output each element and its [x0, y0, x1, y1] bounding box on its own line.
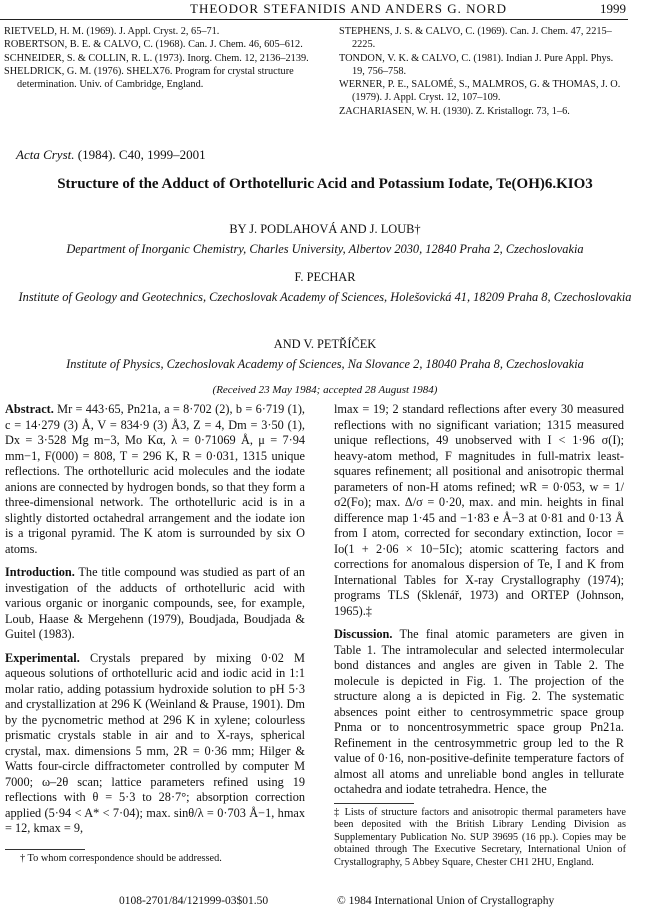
abstract-text: Mr = 443·65, Pn21a, a = 8·702 (2), b = 6·719 (1), c = 14·279 (3) Å, V = 834·9 (3) Å3, Z = 4, Dm = 3·50 (1), Dx = 3·528 Mg m−3, Mo Kα, λ = 0·71069 Å, μ = 7·94 mm−1, F(000) = 808, T = 296 K, R = 0·031, 1315 unique reflections. The orthotelluric acid molecules and the iodate anions are connected by hydrogen bonds, so that they form a three-dimensional network. The orthotelluric acid is in a slightly distorted octahedral arrangement and the iodate ion is a trigonal pyramid. The K atom is surrounded by six O atoms. — [5, 402, 305, 556]
authors-line-1: BY J. PODLAHOVÁ AND J. LOUB† — [229, 222, 421, 236]
reference-entry: WERNER, P. E., SALOMÉ, S., MALMROS, G. & THOMAS, J. O. (1979). J. Appl. Cryst. 12, 107–109. — [339, 79, 621, 104]
received-dates: (Received 23 May 1984; accepted 28 August 1984) — [212, 384, 438, 396]
issn-price: 0108-2701/84/121999-03$01.50 — [119, 895, 269, 907]
discussion-text: The final atomic parameters are given in Table 1. The intramolecular and selected intermolecular bond distances and angles are given in Table 2. The molecule is depicted in Fig. 1. The projection of the structure along a is depicted in Fig. 2. The systematic absences point either to centrosymmetric space group Pnma or to noncentrosymmetric space group Pn21a. Refinement in the centrosymmetric group led to the R value of 0·16, non-positive-definite temperature factors of almost all atoms and unreliable bond angles in tellurate octahedra and iodate tetrahedra. Hence, the — [334, 627, 624, 796]
footnote-correspondence: † To whom correspondence should be addressed. — [20, 853, 222, 864]
references-left — [4, 25, 310, 91]
running-header — [0, 0, 650, 18]
references-right — [339, 25, 627, 118]
running-title: THEODOR STEFANIDIS AND ANDERS G. NORD — [190, 1, 507, 16]
discussion-paragraph — [334, 627, 624, 798]
affiliation-2: Institute of Geology and Geotechnics, Czechoslovak Academy of Sciences, Holešovická 41, 18209 Praha 8, Czechoslovakia — [18, 290, 632, 304]
discussion-heading: Discussion. — [334, 627, 393, 641]
reference-entry: SHELDRICK, G. M. (1976). SHELX76. Program for crystal structure determination. Univ. of Cambridge, England. — [4, 65, 294, 91]
experimental-paragraph — [5, 651, 305, 837]
citation-volume: (1984). C40, 1999–2001 — [74, 147, 206, 162]
authors-line-3: AND V. PETŘÍČEK — [273, 337, 377, 351]
introduction-heading: Introduction. — [5, 565, 75, 579]
abstract-paragraph — [5, 402, 305, 557]
footnote-rule-left — [5, 849, 85, 850]
abstract-heading: Abstract. — [5, 402, 54, 416]
article-title: Structure of the Adduct of Orthotelluric Acid and Potassium Iodate, Te(OH)6.KIO3 — [57, 176, 593, 192]
page-number: 1999 — [600, 1, 626, 16]
reference-entry: TONDON, V. K. & CALVO, C. (1981). Indian J. Pure Appl. Phys. 19, 756–758. — [339, 52, 614, 77]
header-rule — [0, 19, 628, 20]
footnote-rule-right — [334, 803, 414, 804]
journal-name: Acta Cryst. — [16, 147, 75, 162]
reference-entry: STEPHENS, J. S. & CALVO, C. (1969). Can. J. Chem. 47, 2215–2225. — [339, 26, 612, 51]
column-left — [5, 402, 305, 837]
affiliation-3: Institute of Physics, Czechoslovak Academy of Sciences, Na Slovance 2, 18040 Praha 8, Czechoslovakia — [66, 357, 584, 371]
footnote-deposit: ‡ Lists of structure factors and anisotropic thermal parameters have been deposited with the British Library Lending Division as Supplementary Publication No. SUP 39695 (16 pp.). Copies may be obtained through The Executive Secretary, International Union of Crystallography, 5 Abbey Square, Chester CH1 2HU, England. — [334, 807, 626, 868]
reference-entry: RIETVELD, H. M. (1969). J. Appl. Cryst. 2, 65–71. — [4, 26, 220, 37]
reference-entry: ZACHARIASEN, W. H. (1930). Z. Kristallogr. 73, 1–6. — [339, 105, 570, 117]
introduction-text: The title compound was studied as part of an investigation of the adducts of orthotelluric acid with various organic or inorganic compounds, see, for example, Loub, Haase & Mergehenn (1979), Boudjada, Boudjada & Guitel (1983). — [5, 565, 305, 641]
column-right — [334, 402, 624, 798]
experimental-text: Crystals prepared by mixing 0·02 M aqueous solutions of orthotelluric acid and iodic acid in 1:1 molar ratio, adding potassium hydroxide solution to pH 5·3 and crystallization at 296 K (Weinland & Prause, 1901). Dm by the pycnometric method at 296 K in xylene; colourless prismatic crystals stable in air and to X-rays, spherical crystal, max. dimensions 5 mm, 2R = 0·36 mm; Hilger & Watts four-circle diffractometer controlled by computer M 7000; ω–2θ scan; lattice parameters refined using 19 reflections with θ = 5·3 to 28·7°; absorption correction applied (5·94 < A* < 7·04); max. sinθ/λ = 0·703 Å−1, hmax = 12, kmax = 9, — [5, 650, 305, 835]
experimental-heading: Experimental. — [5, 650, 80, 665]
authors-line-2: F. PECHAR — [294, 270, 356, 284]
affiliation-1: Department of Inorganic Chemistry, Charles University, Albertov 2030, 12840 Praha 2, Czechoslovakia — [66, 242, 584, 256]
copyright: © 1984 International Union of Crystallography — [337, 895, 555, 907]
reference-entry: SCHNEIDER, S. & COLLIN, R. L. (1973). Inorg. Chem. 12, 2136–2139. — [4, 52, 309, 64]
reference-entry: ROBERTSON, B. E. & CALVO, C. (1968). Can. J. Chem. 46, 605–612. — [4, 39, 303, 51]
experimental-continued: lmax = 19; 2 standard reflections after every 30 measured reflections with no significant variation; 1315 measured unique reflections, 49 unobserved with I < 1·96 σ(I); heavy-atom method, F magnitudes in full-matrix least-squares refinement; all positional and anisotropic thermal parameters of non-H atoms refined; wR = 0·053, w = 1/σ2(Fo); max. Δ/σ = 0·20, max. and min. heights in final difference map 1·45 and −1·83 e Å−3 at 0·81 and 0·13 Å from I atom, corrected for secondary extinction, Iocor = Io(1 + 2·06 × 10−5Ic); atomic scattering factors and corrections for anomalous dispersion of Te, I and K from International Tables for X-ray Crystallography (1974); programs TLS (Sklenář, 1973) and ORTEP (Johnson, 1965).‡ — [334, 402, 624, 618]
introduction-paragraph — [5, 565, 305, 643]
journal-citation — [16, 147, 206, 163]
